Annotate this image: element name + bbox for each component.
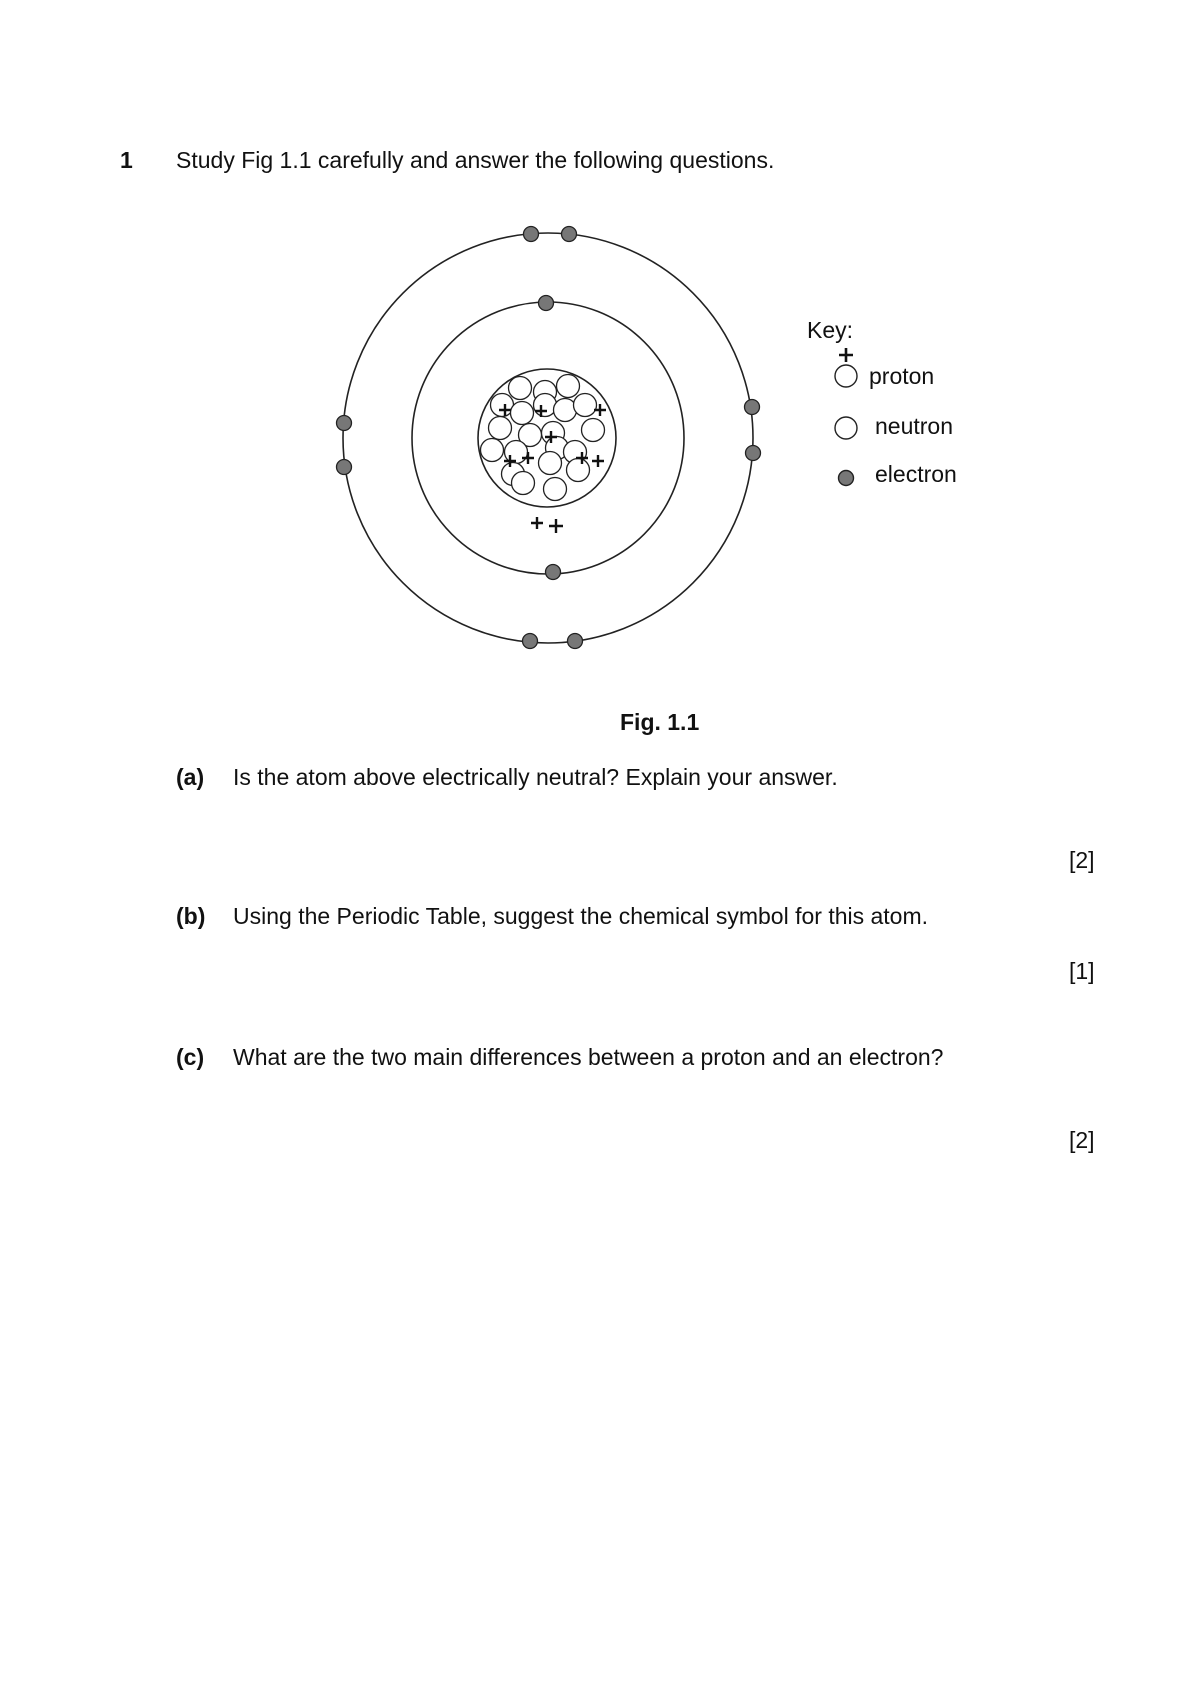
key-proton-icon [835,348,857,387]
part-c-label: (c) [176,1044,205,1070]
electron [745,400,760,415]
part-a-label: (a) [176,764,205,790]
electron [546,565,561,580]
plus-sign [592,455,604,467]
part-a-text: Is the atom above electrically neutral? Explain your answer. [233,764,838,790]
nucleon [489,417,512,440]
part-c-marks: [2] [1069,1127,1095,1153]
nucleon [509,377,532,400]
nucleon [511,402,534,425]
nucleon [534,394,557,417]
electron [568,634,583,649]
part-c-text: What are the two main differences between a proton and an electron? [233,1044,944,1070]
electron [337,460,352,475]
question-number: 1 [120,147,133,173]
key-label-electron: electron [875,461,957,487]
nucleon-group [481,375,605,501]
nucleon [574,394,597,417]
nucleon [554,399,577,422]
key-neutron-icon [835,417,857,439]
nucleon [567,459,590,482]
nucleon [557,375,580,398]
plus-sign [531,517,543,529]
figure-caption: Fig. 1.1 [620,709,700,735]
electron [523,634,538,649]
nucleon [481,439,504,462]
nucleon [544,478,567,501]
key-electron-icon [839,471,854,486]
question-stem: Study Fig 1.1 carefully and answer the following questions. [176,147,775,173]
electron [539,296,554,311]
nucleon [539,452,562,475]
part-a-marks: [2] [1069,847,1095,873]
atom-diagram [0,0,1200,700]
nucleon [582,419,605,442]
key-label-neutron: neutron [875,413,954,439]
key-title: Key: [807,317,854,343]
electron [746,446,761,461]
key-label-proton: proton [869,363,935,389]
part-b-text: Using the Periodic Table, suggest the chemical symbol for this atom. [233,903,929,929]
electron [337,416,352,431]
electron [524,227,539,242]
part-b-marks: [1] [1069,958,1095,984]
nucleon [512,472,535,495]
plus-sign [549,519,563,533]
electron [562,227,577,242]
part-b-label: (b) [176,903,206,929]
